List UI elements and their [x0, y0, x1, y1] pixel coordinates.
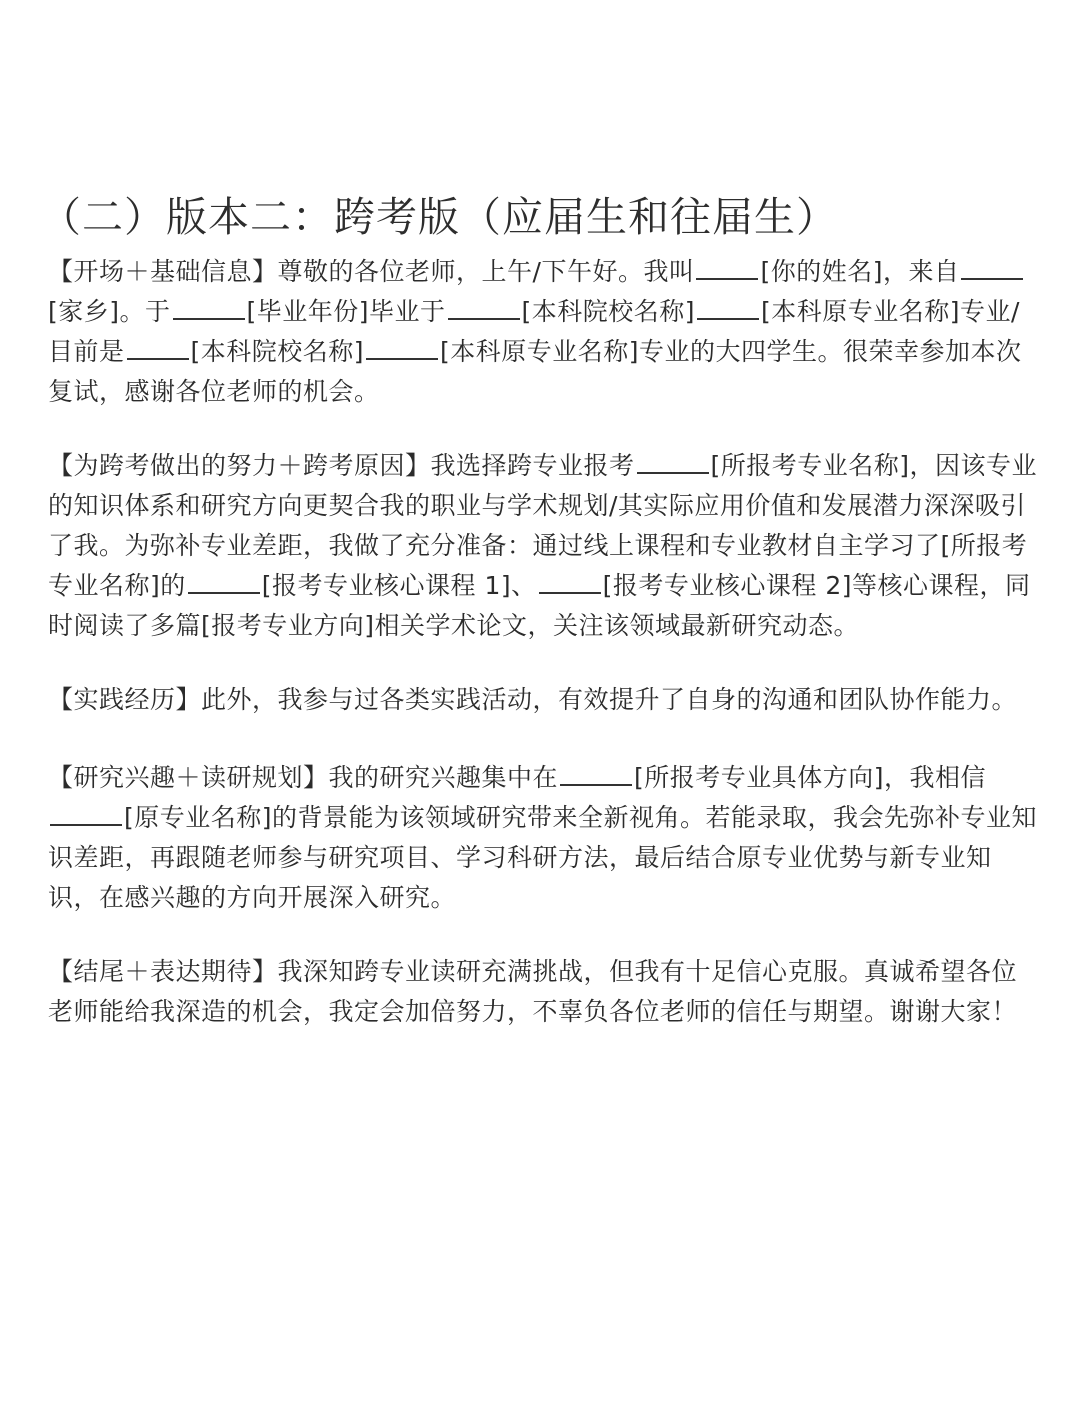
body-text: [报考专业核心课程 2]等核心课程，同时阅读了多篇[报考专业方向]相关学术论文，关注该领域最新研究动态。: [48, 571, 1031, 640]
section-closing: [48, 952, 1038, 1032]
section-opening: [48, 252, 1038, 412]
fill-blank: [637, 450, 709, 474]
body-text: [原专业名称]的背景能为该领域研究带来全新视角。若能录取，我会先弥补专业知识差距，再跟随老师参与研究项目、学习科研方法，最后结合原专业优势与新专业知识，在感兴趣的方向开展深入研究。: [48, 803, 1038, 912]
body-text: [毕业年份]毕业于: [246, 297, 446, 326]
body-text: 我深知跨专业读研充满挑战，但我有十足信心克服。真诚希望各位老师能给我深造的机会，我定会加倍努力，不辜负各位老师的信任与期望。谢谢大家！: [48, 957, 1018, 1026]
body-text: 我选择跨专业报考: [430, 451, 635, 480]
section-heading: 【实践经历】: [48, 685, 202, 714]
page-title: （二）版本二：跨考版（应届生和往届生）: [40, 193, 838, 241]
fill-blank: [188, 570, 260, 594]
body-text: [你的姓名]，来自: [760, 257, 960, 286]
body-text: [所报考专业具体方向]，我相信: [634, 763, 987, 792]
fill-blank: [173, 296, 245, 320]
fill-blank: [961, 256, 1023, 280]
section-practice: [48, 680, 1038, 720]
fill-blank: [448, 296, 520, 320]
body-text: [本科院校名称]: [190, 337, 365, 366]
body-text: [报考专业核心课程 1]、: [261, 571, 537, 600]
section-efforts-reasons: [48, 446, 1038, 646]
fill-blank: [127, 336, 189, 360]
section-heading: 【开场＋基础信息】: [48, 257, 278, 286]
body-text: [本科原专业名称]专业的大四学生。很荣幸参加本次复试，感谢各位老师的机会。: [48, 337, 1022, 406]
fill-blank: [696, 256, 758, 280]
fill-blank: [560, 762, 632, 786]
body-text: [本科院校名称]: [521, 297, 696, 326]
body-text: 尊敬的各位老师，上午/下午好。我叫: [277, 257, 695, 286]
fill-blank: [697, 296, 759, 320]
section-heading: 【研究兴趣＋读研规划】: [48, 763, 329, 792]
fill-blank: [539, 570, 601, 594]
body-text: 我的研究兴趣集中在: [328, 763, 559, 792]
fill-blank: [366, 336, 438, 360]
body-text: [家乡]。于: [48, 297, 171, 326]
fill-blank: [50, 802, 122, 826]
body-text: [本科原专业名称]专业/目前是: [48, 297, 1020, 366]
section-heading: 【为跨考做出的努力＋跨考原因】: [48, 451, 431, 480]
body-text: 此外，我参与过各类实践活动，有效提升了自身的沟通和团队协作能力。: [201, 685, 1018, 714]
section-research-plan: [48, 758, 1038, 918]
body-text: [所报考专业名称]，因该专业的知识体系和研究方向更契合我的职业与学术规划/其实际应用价值和发展潜力深深吸引了我。为弥补专业差距，我做了充分准备：通过线上课程和专业教材自主学习了[所报考专业名称]的: [48, 451, 1038, 600]
section-heading: 【结尾＋表达期待】: [48, 957, 278, 986]
